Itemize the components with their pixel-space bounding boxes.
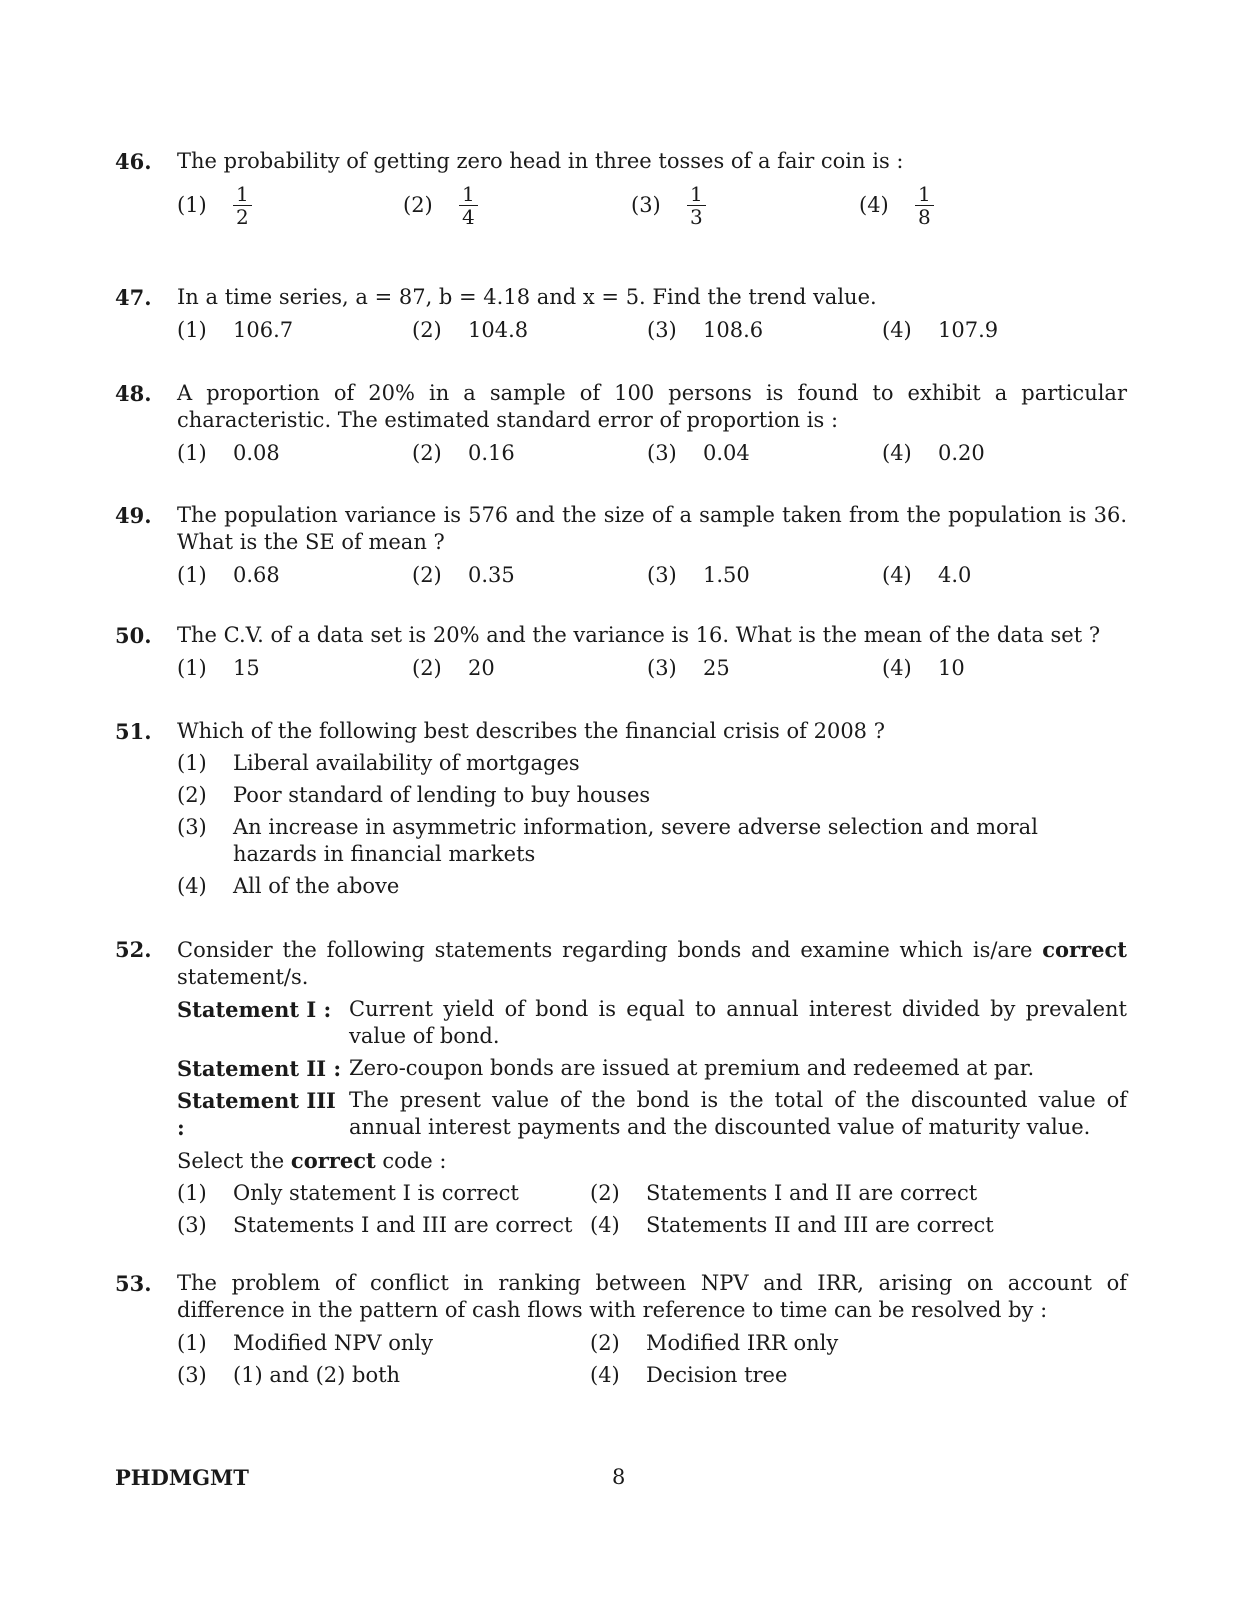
option-1: (1) 106.7 <box>177 318 294 342</box>
question-number: 46. <box>115 149 152 174</box>
question-number: 53. <box>115 1271 152 1296</box>
question-text: The problem of conflict in ranking between NPV and IRR, arising on account of difference in the pattern of cash flows with reference to time can be resolved by : <box>177 1271 1127 1322</box>
options-row <box>177 440 1127 472</box>
option-4: (4) 107.9 <box>882 318 999 342</box>
option-3: (3) 25 <box>647 656 730 680</box>
option-2: (2) 0.16 <box>412 441 515 465</box>
question-number: 50. <box>115 623 152 648</box>
option-3: (3) 1.50 <box>647 563 750 587</box>
question-47 <box>115 284 1127 349</box>
fraction: $\frac{1}{3}$ <box>687 183 706 228</box>
question-number: 52. <box>115 937 152 962</box>
option-number: (3) <box>631 193 661 217</box>
statement-1: Statement I : Current yield of bond is equal to annual interest divided by prevalent value of bond. <box>177 997 1127 1048</box>
option-1: (1) Liberal availability of mortgages <box>177 751 580 775</box>
option-4: (4) Decision tree <box>590 1363 788 1387</box>
option-3: (3) An increase in asymmetric information, severe adverse selection and moral hazards in financial markets <box>177 815 1038 866</box>
option-3 <box>631 183 706 228</box>
fraction: $\frac{1}{2}$ <box>233 183 252 228</box>
options-row <box>177 1330 1127 1362</box>
question-text: In a time series, a = 87, b = 4.18 and x = 5. Find the trend value. <box>177 285 877 309</box>
page-number: 8 <box>612 1465 626 1489</box>
question-number: 51. <box>115 719 152 744</box>
option-3: (3) 0.04 <box>647 441 750 465</box>
option-1: (1) 15 <box>177 656 260 680</box>
question-number: 48. <box>115 381 152 406</box>
option-1: (1) 0.68 <box>177 563 280 587</box>
question-51 <box>115 718 1127 900</box>
question-53 <box>115 1270 1127 1394</box>
option-number: (1) <box>177 193 207 217</box>
option-3: (3) Statements I and III are correct <box>177 1213 573 1237</box>
option-2: (2) 0.35 <box>412 563 515 587</box>
option-4 <box>859 183 934 228</box>
statement-3: Statement III : The present value of the bond is the total of the discounted value of annual interest payments and the discounted value of maturity value. <box>177 1088 1127 1140</box>
question-46 <box>115 148 1127 241</box>
question-48 <box>115 380 1127 472</box>
question-52 <box>115 936 1127 1244</box>
question-49 <box>115 502 1127 594</box>
question-text: The population variance is 576 and the size of a sample taken from the population is 36. What is the SE of mean ? <box>177 503 1127 554</box>
options-row <box>177 1362 1127 1394</box>
fraction: $\frac{1}{8}$ <box>915 183 934 228</box>
option-4: (4) 4.0 <box>882 563 972 587</box>
question-text: Consider the following statements regarding bonds and examine which is/are correct statement/s. <box>177 937 1127 989</box>
options-row <box>177 562 1127 594</box>
option-4: (4) Statements II and III are correct <box>590 1213 994 1237</box>
select-code-prompt: Select the correct code : <box>177 1148 447 1173</box>
option-2: (2) 20 <box>412 656 495 680</box>
option-4: (4) All of the above <box>177 874 400 898</box>
fraction: $\frac{1}{4}$ <box>459 183 478 228</box>
option-4: (4) 0.20 <box>882 441 985 465</box>
options-row <box>177 317 1127 349</box>
options-row <box>177 655 1127 687</box>
question-text: A proportion of 20% in a sample of 100 persons is found to exhibit a particular characteristic. The estimated standard error of proportion is : <box>177 381 1127 432</box>
question-text: The probability of getting zero head in three tosses of a fair coin is : <box>177 149 904 173</box>
option-number: (2) <box>403 193 433 217</box>
option-3: (3) (1) and (2) both <box>177 1363 401 1387</box>
option-4: (4) 10 <box>882 656 965 680</box>
statement-2: Statement II : Zero-coupon bonds are issued at premium and redeemed at par. <box>177 1056 1035 1081</box>
option-2 <box>403 183 478 228</box>
options-row <box>177 183 1127 241</box>
option-2: (2) Statements I and II are correct <box>590 1181 978 1205</box>
option-number: (4) <box>859 193 889 217</box>
option-2: (2) Poor standard of lending to buy houses <box>177 783 651 807</box>
question-number: 47. <box>115 285 152 310</box>
option-1: (1) 0.08 <box>177 441 280 465</box>
question-text: The C.V. of a data set is 20% and the variance is 16. What is the mean of the data set ? <box>177 623 1101 647</box>
option-1: (1) Modified NPV only <box>177 1331 433 1355</box>
option-3: (3) 108.6 <box>647 318 764 342</box>
question-50 <box>115 622 1127 687</box>
option-2: (2) 104.8 <box>412 318 529 342</box>
option-2: (2) Modified IRR only <box>590 1331 839 1355</box>
option-1: (1) Only statement I is correct <box>177 1181 519 1205</box>
options-row <box>177 1212 1127 1244</box>
question-text: Which of the following best describes the financial crisis of 2008 ? <box>177 719 885 743</box>
question-number: 49. <box>115 503 152 528</box>
options-row <box>177 1180 1127 1212</box>
option-1 <box>177 183 252 228</box>
paper-code: PHDMGMT <box>115 1465 249 1490</box>
